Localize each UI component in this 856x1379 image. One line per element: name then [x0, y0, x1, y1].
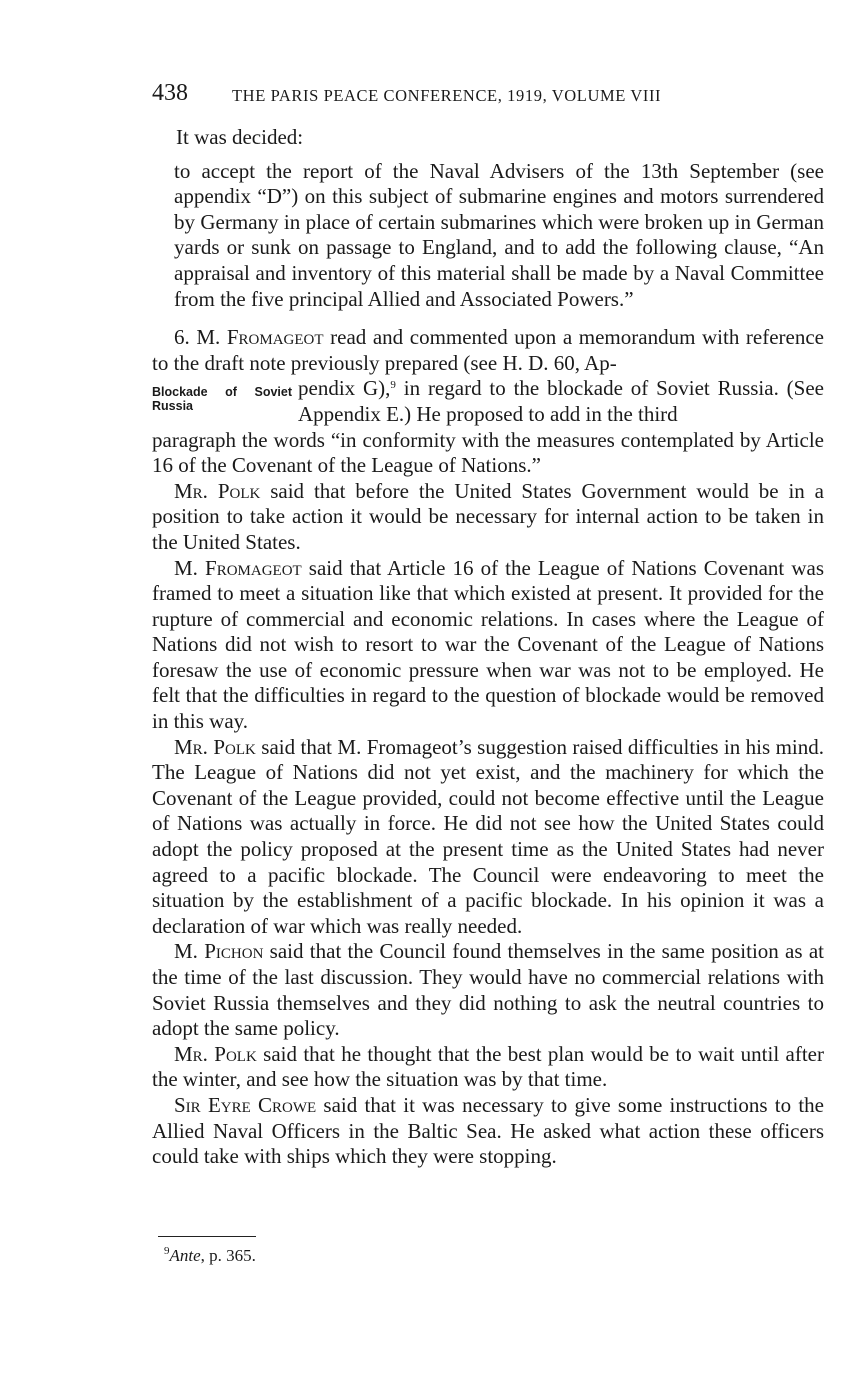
- speaker-name: Fromageot: [205, 555, 302, 580]
- footnote: [164, 1246, 256, 1266]
- speaker-name: Fromageot: [226, 325, 324, 350]
- item-number: 6. M.: [174, 325, 221, 350]
- speaker-name: Polk: [217, 478, 261, 503]
- item-6-text-2: pendix G),: [298, 376, 391, 401]
- speaker-name: Eyre Crowe: [207, 1092, 317, 1117]
- speaker-name: Polk: [214, 1041, 257, 1066]
- page-header: [152, 80, 824, 110]
- footnote-marker: 9: [164, 1245, 170, 1257]
- paragraph-text: said that M. Fromageot’s suggestion raised difficulties in his mind. The League of Nations did not yet exist, and the machinery for which the Covenant of the League provided, could not become effective until the League of Nations was actually in force. He did not see how the United States could adopt the policy proposed at the present time as the United States had never agreed to a pacific blockade. The Council were endeavoring to meet the situation by the establishment of a pacific blockade. In his opinion it was a declaration of war which was really needed.: [152, 734, 825, 938]
- running-title: THE PARIS PEACE CONFERENCE, 1919, VOLUME VIII: [232, 86, 662, 105]
- item-6-continuation: paragraph the words “in conformity with the measures contemplated by Article 16 of the Covenant of the League of Nations.”: [152, 427, 824, 478]
- item-6: [152, 325, 824, 479]
- paragraph-text: said that it was necessary to give some instructions to the Allied Naval Officers in the Baltic Sea. He asked what action these officers could take with ships which they were stopping.: [152, 1092, 824, 1169]
- speaker-prefix: Sir: [174, 1092, 201, 1117]
- speaker-prefix: M.: [174, 555, 198, 580]
- paragraph-pichon: [152, 939, 824, 1041]
- footnote-reference: 9: [390, 379, 396, 392]
- paragraph-text: said that the Council found themselves in the same position as at the time of the last discussion. They would have no commercial relations with Soviet Russia themselves and they did nothing to ask the neutral countries to adopt the same policy.: [152, 939, 824, 1041]
- footnote-divider: [158, 1236, 256, 1237]
- speaker-prefix: Mr.: [174, 478, 208, 503]
- item-6-hanging-text: [298, 376, 824, 427]
- speaker-prefix: M.: [174, 939, 198, 964]
- paragraph-text: said that before the United States Government would be in a position to take action it would be necessary for internal action to be taken in the United States.: [152, 478, 824, 554]
- speaker-prefix: Mr.: [174, 734, 208, 759]
- paragraph-polk-2: [152, 735, 824, 940]
- item-6-text-3: in regard to the blockade of Soviet Russia. (See Appendix E.) He proposed to add in the third: [298, 376, 824, 426]
- paragraph-polk-3: [152, 1042, 824, 1093]
- item-6-opening: [152, 325, 824, 376]
- paragraph-crowe: [152, 1093, 824, 1170]
- page-number: 438: [152, 80, 188, 106]
- decision-heading: It was decided:: [176, 125, 304, 149]
- speaker-name: Polk: [213, 734, 256, 759]
- footnote-ref: Ante: [169, 1246, 201, 1265]
- speaker-name: Pichon: [204, 939, 264, 964]
- resolution-paragraph: to accept the report of the Naval Advisers of the 13th September (see appendix “D”) on this subject of submarine engines and motors surrendered by Germany in place of certain submarines which were broken up in German yards or sunk on passage to England, and to add the following clause, “An appraisal and inventory of this material shall be made by a Naval Committee from the five principal Allied and Associated Powers.”: [174, 158, 824, 311]
- item-6-text: read and commented upon a memorandum with reference to the draft note previously prepared (see H. D. 60, Ap-: [152, 325, 824, 375]
- speaker-prefix: Mr.: [174, 1041, 208, 1066]
- paragraph-fromageot: [152, 556, 824, 735]
- body-text: [152, 125, 824, 1170]
- paragraph-polk-1: [152, 479, 824, 556]
- paragraph-text: said that he thought that the best plan would be to wait until after the winter, and see how the situation was by that time.: [152, 1041, 824, 1092]
- footnote-text: , p. 365.: [200, 1246, 256, 1265]
- paragraph-text: said that Article 16 of the League of Nations Covenant was framed to meet a situation like that which existed at present. It provided for the rupture of commercial and economic relations. In cases where the League of Nations did not wish to resort to war the Covenant of the League of Nations foresaw the use of economic pressure when war was not to be employed. He felt that the difficulties in regard to the question of blockade would be removed in this way.: [152, 555, 824, 734]
- margin-sidenote: Blockade of Soviet Russia: [152, 385, 292, 414]
